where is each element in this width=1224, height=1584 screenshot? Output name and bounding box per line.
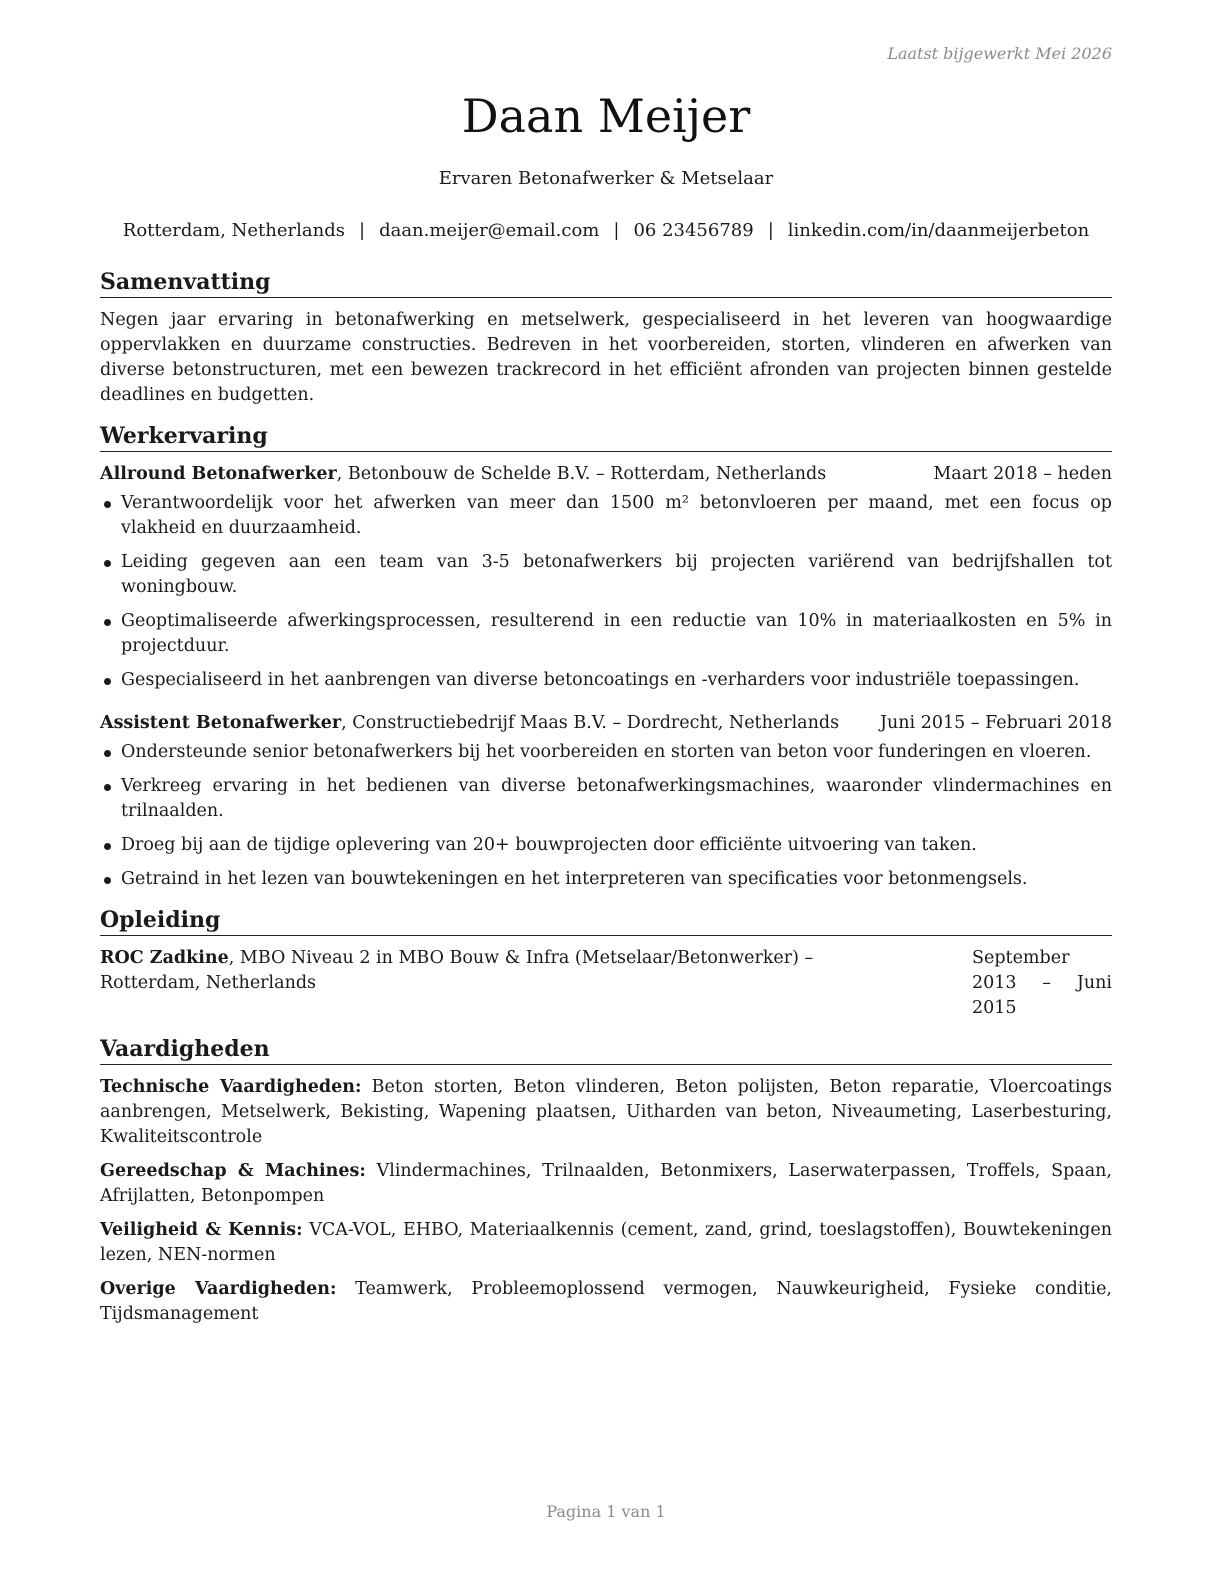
skills-section [100, 1035, 1112, 1327]
skills-heading: Vaardigheden [100, 1035, 1112, 1065]
last-updated-date: Laatst bijgewerkt Mei 2026 [887, 44, 1112, 63]
job-title-line [100, 711, 839, 736]
summary-heading: Samenvatting [100, 268, 1112, 298]
contact-location: Rotterdam, Netherlands [122, 220, 345, 241]
job-header [100, 711, 1112, 736]
education-details [100, 946, 880, 1021]
job-entry [100, 711, 1112, 892]
resume-content [100, 268, 1112, 1341]
skill-group-items: Vlindermachines, Trilnaalden, Betonmixers, Laserwaterpassen, Troffels, Spaan, Afrijlatten, Betonpompen [100, 1161, 1112, 1206]
education-entry [100, 946, 1112, 1021]
skill-group-items: Teamwerk, Probleemoplossend vermogen, Nauwkeurigheid, Fysieke conditie, Tijdsmanagement [100, 1279, 1112, 1324]
job-dates: Maart 2018 – heden [933, 464, 1112, 484]
skill-group [100, 1218, 1112, 1268]
job-dates: Juni 2015 – Februari 2018 [879, 713, 1112, 733]
job-company: , Constructiebedrijf Maas B.V. – Dordrecht, Netherlands [341, 713, 840, 733]
experience-heading: Werkervaring [100, 422, 1112, 452]
contact-line [100, 219, 1112, 243]
page-number: Pagina 1 van 1 [546, 1502, 666, 1521]
candidate-subtitle: Ervaren Betonafwerker & Metselaar [438, 168, 774, 189]
education-section [100, 906, 1112, 1021]
job-bullet: Gespecialiseerd in het aanbrengen van diverse betoncoatings en -verharders voor industriële toepassingen. [100, 668, 1112, 693]
skill-group-label: Veiligheid & Kennis: [100, 1220, 303, 1240]
job-bullet: Verkreeg ervaring in het bedienen van diverse betonafwerkingsmachines, waaronder vlindermachines en trilnaalden. [100, 774, 1112, 824]
job-bullets [100, 491, 1112, 693]
experience-section [100, 422, 1112, 892]
job-entry [100, 462, 1112, 693]
contact-linkedin[interactable]: linkedin.com/in/daanmeijerbeton [787, 220, 1090, 241]
contact-email[interactable]: daan.meijer@email.com [379, 220, 600, 241]
skill-group [100, 1159, 1112, 1209]
job-bullet: Getraind in het lezen van bouwtekeningen en het interpreteren van specificaties voor betonmengsels. [100, 867, 1112, 892]
job-company: , Betonbouw de Schelde B.V. – Rotterdam, Netherlands [336, 464, 827, 484]
skill-group-label: Technische Vaardigheden: [100, 1077, 362, 1097]
education-program: , MBO Niveau 2 in MBO Bouw & Infra (Metselaar/Betonwerker) – Rotterdam, Netherlands [100, 948, 814, 993]
summary-section [100, 268, 1112, 408]
skill-group-items: Beton storten, Beton vlinderen, Beton polijsten, Beton reparatie, Vloercoatings aanbrengen, Metselwerk, Bekisting, Wapening plaatsen, Uitharden van beton, Niveaumeting, Laserbesturing, Kwaliteitscontrole [100, 1077, 1112, 1147]
contact-separator: | [767, 220, 774, 241]
resume-page [100, 0, 1112, 1584]
contact-separator: | [613, 220, 620, 241]
job-role: Assistent Betonafwerker [100, 713, 342, 733]
candidate-name: Daan Meijer [461, 89, 751, 143]
contact-phone: 06 23456789 [633, 220, 754, 241]
job-bullets [100, 740, 1112, 892]
job-header [100, 462, 1112, 487]
skill-group-label: Overige Vaardigheden: [100, 1279, 337, 1299]
job-bullet: Geoptimaliseerde afwerkingsprocessen, resulterend in een reductie van 10% in materiaalkosten en 5% in projectduur. [100, 609, 1112, 659]
skill-group-label: Gereedschap & Machines: [100, 1161, 366, 1181]
job-bullet: Droeg bij aan de tijdige oplevering van 20+ bouwprojecten door efficiënte uitvoering van taken. [100, 833, 1112, 858]
job-bullet: Ondersteunde senior betonafwerkers bij het voorbereiden en storten van beton voor funderingen en vloeren. [100, 740, 1112, 765]
education-heading: Opleiding [100, 906, 1112, 936]
skill-group [100, 1277, 1112, 1327]
job-role: Allround Betonafwerker [100, 464, 337, 484]
job-bullet: Verantwoordelijk voor het afwerken van meer dan 1500 m² betonvloeren per maand, met een focus op vlakheid en duurzaamheid. [100, 491, 1112, 541]
contact-separator: | [358, 220, 366, 241]
education-dates: September 2013 – Juni 2015 [972, 948, 1112, 1018]
education-school: ROC Zadkine [100, 948, 229, 968]
job-title-line [100, 462, 826, 487]
job-bullet: Leiding gegeven aan een team van 3-5 betonafwerkers bij projecten variërend van bedrijfshallen tot woningbouw. [100, 550, 1112, 600]
skill-group [100, 1075, 1112, 1150]
skill-group-items: VCA-VOL, EHBO, Materiaalkennis (cement, zand, grind, toeslagstoffen), Bouwtekeningen lezen, NEN-normen [100, 1220, 1112, 1265]
summary-text: Negen jaar ervaring in betonafwerking en metselwerk, gespecialiseerd in het leveren van hoogwaardige oppervlakken en duurzame constructies. Bedreven in het voorbereiden, storten, vlinderen en afwerken van diverse betonstructuren, met een bewezen trackrecord in het efficiënt afronden van projecten binnen gestelde deadlines en budgetten. [100, 310, 1112, 405]
